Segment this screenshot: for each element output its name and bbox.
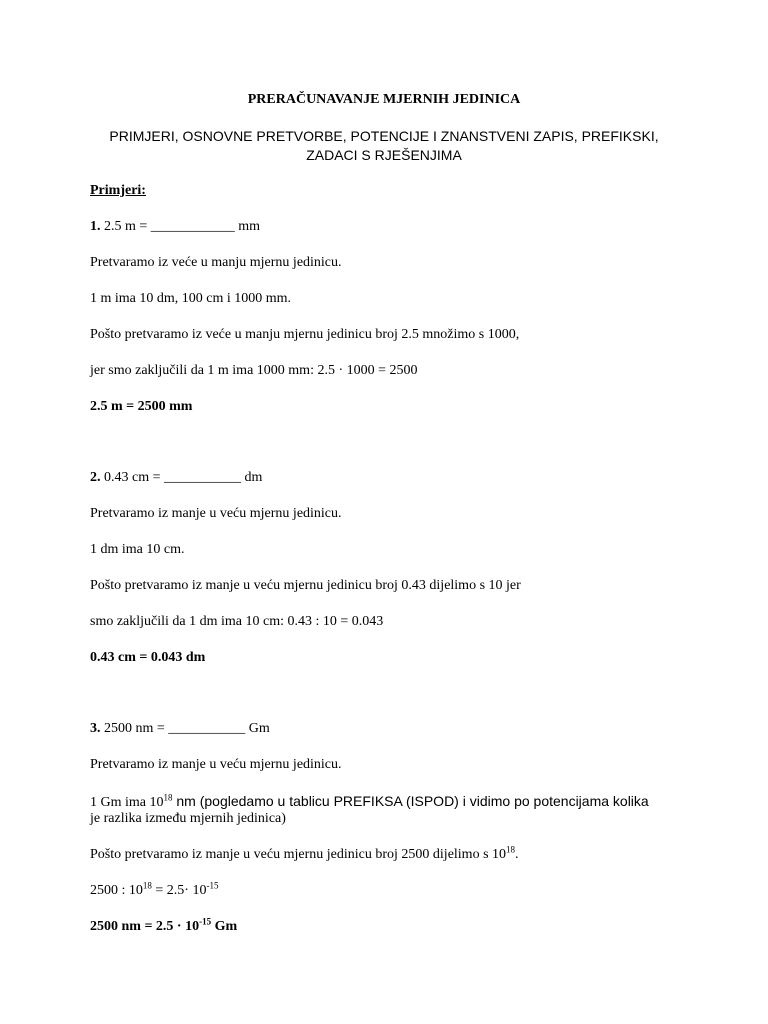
example-2-line-3: Pošto pretvaramo iz manje u veću mjernu jedinicu broj 0.43 dijelimo s 10 jer	[90, 578, 521, 593]
example-3-result-exponent: -15	[199, 916, 212, 927]
example-2-blank: ___________	[164, 470, 241, 485]
example-3-line-3-end: .	[515, 847, 519, 862]
document-title: PRERAČUNAVANJE MJERNIH JEDINICA	[247, 92, 521, 107]
example-3-line-2-start: 1 Gm ima 10	[90, 795, 164, 810]
example-2-task	[90, 470, 262, 487]
example-3-result-end: Gm	[211, 919, 238, 934]
example-3-line-2-continued: je razlika između mjernih jedinica)	[90, 811, 286, 826]
example-3-line-1: Pretvaramo iz manje u veću mjernu jedinicu.	[90, 757, 342, 772]
example-2-line-2: 1 dm ima 10 cm.	[90, 542, 185, 557]
example-2-task-left: 0.43 cm =	[100, 470, 164, 485]
example-2-task-right: dm	[241, 470, 263, 485]
example-3-result-start: 2500 nm = 2.5 · 10	[90, 919, 200, 934]
example-1-task-left: 2.5 m =	[100, 219, 151, 234]
document-subtitle-line-2: ZADACI S RJEŠENJIMA	[306, 147, 462, 163]
example-3-blank: ___________	[168, 721, 246, 736]
example-3-line-3-exponent: 18	[506, 844, 516, 855]
example-1-result: 2.5 m = 2500 mm	[90, 399, 193, 414]
example-3-line-2	[90, 793, 649, 812]
example-1-line-2: 1 m ima 10 dm, 100 cm i 1000 mm.	[90, 291, 292, 306]
example-1-line-4: jer smo zaključili da 1 m ima 1000 mm: 2.5 · 1000 = 2500	[90, 363, 418, 378]
example-1-number: 1.	[90, 219, 101, 234]
example-3-result	[90, 916, 238, 936]
example-1-line-1: Pretvaramo iz veće u manju mjernu jedinicu.	[90, 255, 342, 270]
example-3-calc-exponent-1: 18	[142, 880, 152, 891]
example-1-blank: ____________	[150, 219, 235, 234]
example-3-calc-exponent-2: -15	[206, 880, 219, 891]
example-3-line-2-end: nm (pogledamo u tablicu PREFIKSA (ISPOD) i vidimo po potencijama kolika	[172, 793, 649, 809]
example-1-task	[90, 219, 260, 236]
example-3-number: 3.	[90, 721, 101, 736]
example-3-line-3	[90, 844, 519, 864]
example-3-task	[90, 721, 270, 738]
example-3-task-right: Gm	[245, 721, 270, 736]
example-2-number: 2.	[90, 470, 101, 485]
example-3-calculation	[90, 880, 219, 900]
example-1-line-3: Pošto pretvaramo iz veće u manju mjernu jedinicu broj 2.5 množimo s 1000,	[90, 327, 520, 342]
example-3-line-2-exponent: 18	[163, 792, 173, 803]
example-2-line-4: smo zaključili da 1 dm ima 10 cm: 0.43 : 10 = 0.043	[90, 614, 384, 629]
section-heading: Primjeri:	[90, 183, 146, 198]
example-3-task-left: 2500 nm =	[100, 721, 169, 736]
example-3-calc-middle: = 2.5· 10	[151, 883, 207, 898]
example-1-task-right: mm	[234, 219, 261, 234]
example-3-line-3-text: Pošto pretvaramo iz manje u veću mjernu jedinicu broj 2500 dijelimo s 10	[90, 847, 507, 862]
document-subtitle-line-1: PRIMJERI, OSNOVNE PRETVORBE, POTENCIJE I ZNANSTVENI ZAPIS, PREFIKSKI,	[109, 128, 659, 144]
example-2-line-1: Pretvaramo iz manje u veću mjernu jedinicu.	[90, 506, 342, 521]
example-3-calc-start: 2500 : 10	[90, 883, 143, 898]
example-2-result: 0.43 cm = 0.043 dm	[90, 650, 206, 665]
